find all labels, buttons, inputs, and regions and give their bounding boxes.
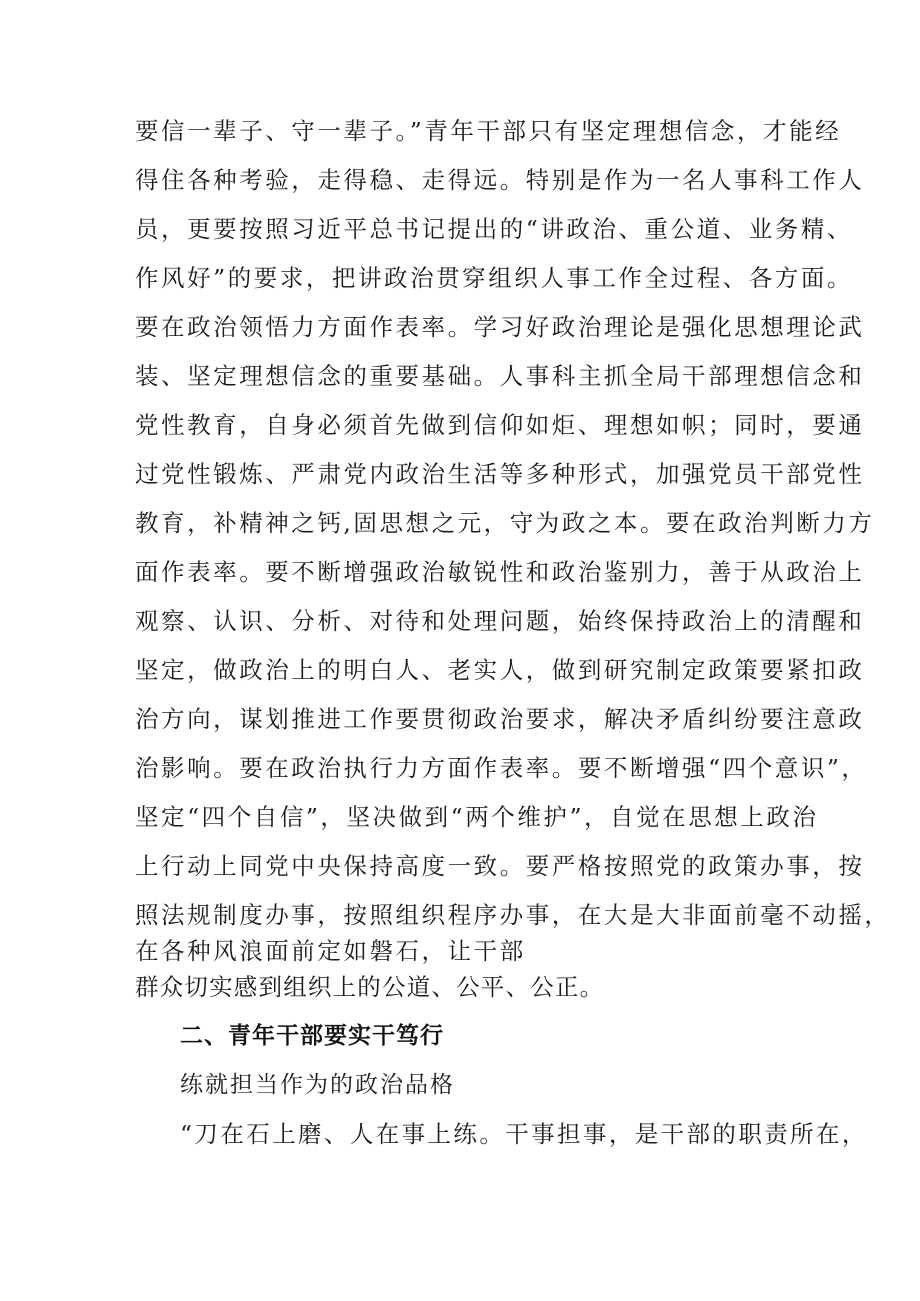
body-line-13: 治方向，谋划推进工作要贯彻政治要求，解决矛盾纠纷要注意政 xyxy=(135,705,865,733)
section-subheading: 练就担当作为的政治品格 xyxy=(180,1072,455,1098)
body-line-11: 观察、认识、分析、对待和处理问题，始终保持政治上的清醒和 xyxy=(135,607,865,635)
body-line-16: 上行动上同党中央保持高度一致。要严格按照党的政策办事，按 xyxy=(135,852,865,880)
body-line-14: 治影响。要在政治执行力方面作表率。要不断增强“四个意识”， xyxy=(135,754,868,782)
body-line-19: 群众切实感到组织上的公道、公平、公正。 xyxy=(135,973,605,1001)
body-line-3: 员，更要按照习近平总书记提出的“讲政治、重公道、业务精、 xyxy=(135,215,853,243)
body-line-17: 照法规制度办事，按照组织程序办事，在大是大非面前毫不动摇， xyxy=(135,901,891,929)
body-line-6: 装、坚定理想信念的重要基础。人事科主抓全局干部理想信念和 xyxy=(135,362,865,390)
body-line-4: 作风好”的要求，把讲政治贯穿组织人事工作全过程、各方面。 xyxy=(135,264,853,292)
body-line-12: 坚定，做政治上的明白人、老实人，做到研究制定政策要紧扣政 xyxy=(135,656,865,684)
body-line-9: 教育，补精神之钙,固思想之元，守为政之本。要在政治判断力方 xyxy=(135,509,875,537)
paragraph-start-line: “刀在石上磨、人在事上练。干事担事，是干部的职责所在， xyxy=(180,1120,868,1148)
body-line-7: 党性教育，自身必须首先做到信仰如炬、理想如帜；同时，要通 xyxy=(135,411,865,439)
body-line-18: 在各种风浪面前定如磐石，让干部 xyxy=(135,937,526,965)
body-line-8: 过党性锻炼、严肃党内政治生活等多种形式，加强党员干部党性 xyxy=(135,460,865,488)
body-line-5: 要在政治领悟力方面作表率。学习好政治理论是强化思想理论武 xyxy=(135,313,865,341)
body-line-1: 要信一辈子、守一辈子。”青年干部只有坚定理想信念，才能经 xyxy=(135,117,842,145)
body-line-2: 得住各种考验，走得稳、走得远。特别是作为一名人事科工作人 xyxy=(135,166,865,194)
section-heading: 二、青年干部要实干笃行 xyxy=(180,1023,444,1049)
body-line-15: 坚定“四个自信”，坚决做到“两个维护”，自觉在思想上政治 xyxy=(135,803,819,831)
body-line-10: 面作表率。要不断增强政治敏锐性和政治鉴别力，善于从政治上 xyxy=(135,558,865,586)
